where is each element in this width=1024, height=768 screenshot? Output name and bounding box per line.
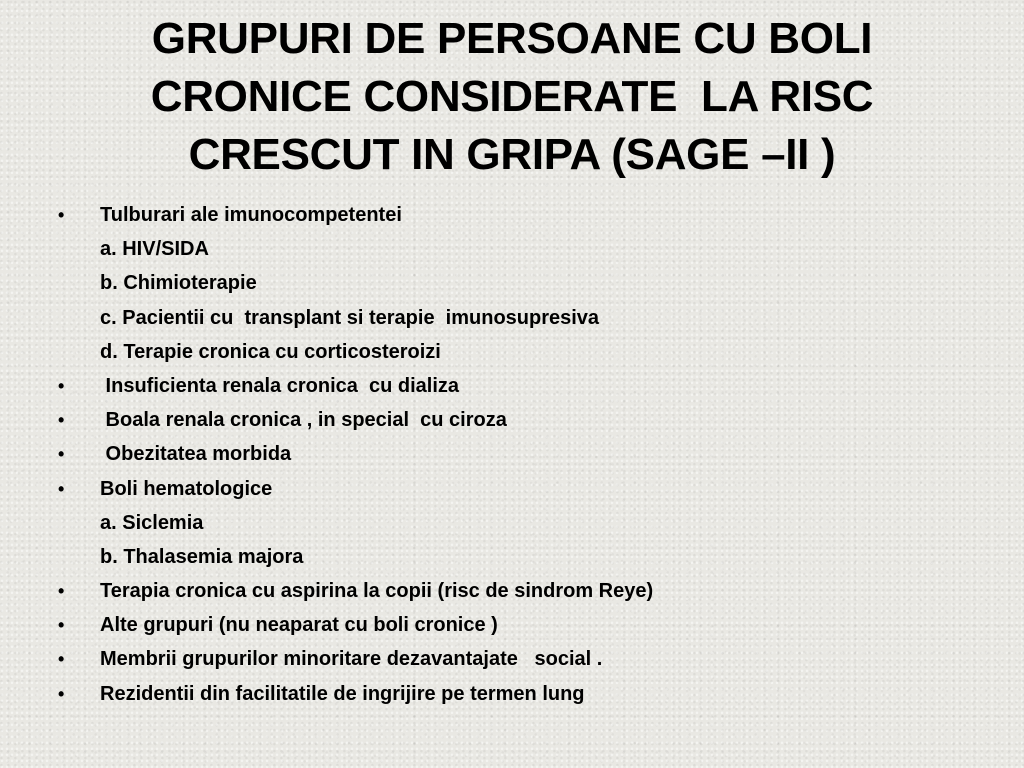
bullet-icon: •	[58, 410, 65, 431]
bullet-icon: •	[58, 478, 65, 499]
bullet-icon: •	[58, 649, 65, 670]
item-text: Terapia cronica cu aspirina la copii (risc de sindrom Reye)	[100, 580, 654, 603]
item-text: Boala renala cronica , in special cu ciroza	[100, 409, 507, 432]
item-text: a. HIV/SIDA	[100, 238, 209, 261]
item-text: Membrii grupurilor minoritare dezavantajate social .	[100, 648, 603, 671]
item-text: c. Pacientii cu transplant si terapie imunosupresiva	[100, 306, 600, 329]
item-text: b. Thalasemia majora	[100, 545, 304, 568]
item-text: b. Chimioterapie	[100, 272, 257, 295]
bullet-icon: •	[58, 205, 65, 225]
item-text: Alte grupuri (nu neaparat cu boli cronice )	[100, 614, 498, 637]
item-text: Rezidentii din facilitatile de ingrijire pe termen lung	[100, 682, 585, 705]
bullet-icon: •	[58, 444, 65, 465]
bullet-icon: •	[58, 683, 65, 704]
title-line: CRESCUT IN GRIPA (SAGE –II )	[188, 130, 836, 179]
title-line: GRUPURI DE PERSOANE CU BOLI	[151, 14, 873, 63]
slide-title	[40, 10, 984, 184]
bullet-icon: •	[58, 615, 65, 636]
item-text: a. Siclemia	[100, 511, 204, 534]
item-text: Boli hematologice	[100, 477, 273, 500]
item-text: Obezitatea morbida	[100, 443, 292, 466]
item-text: Insuficienta renala cronica cu dializa	[100, 374, 460, 397]
bullet-icon: •	[58, 375, 65, 396]
bullet-icon: •	[58, 581, 65, 602]
item-text: Tulburari ale imunocompetentei	[100, 204, 402, 226]
item-text: d. Terapie cronica cu corticosteroizi	[100, 340, 441, 363]
title-line: CRONICE CONSIDERATE LA RISC	[150, 72, 874, 121]
